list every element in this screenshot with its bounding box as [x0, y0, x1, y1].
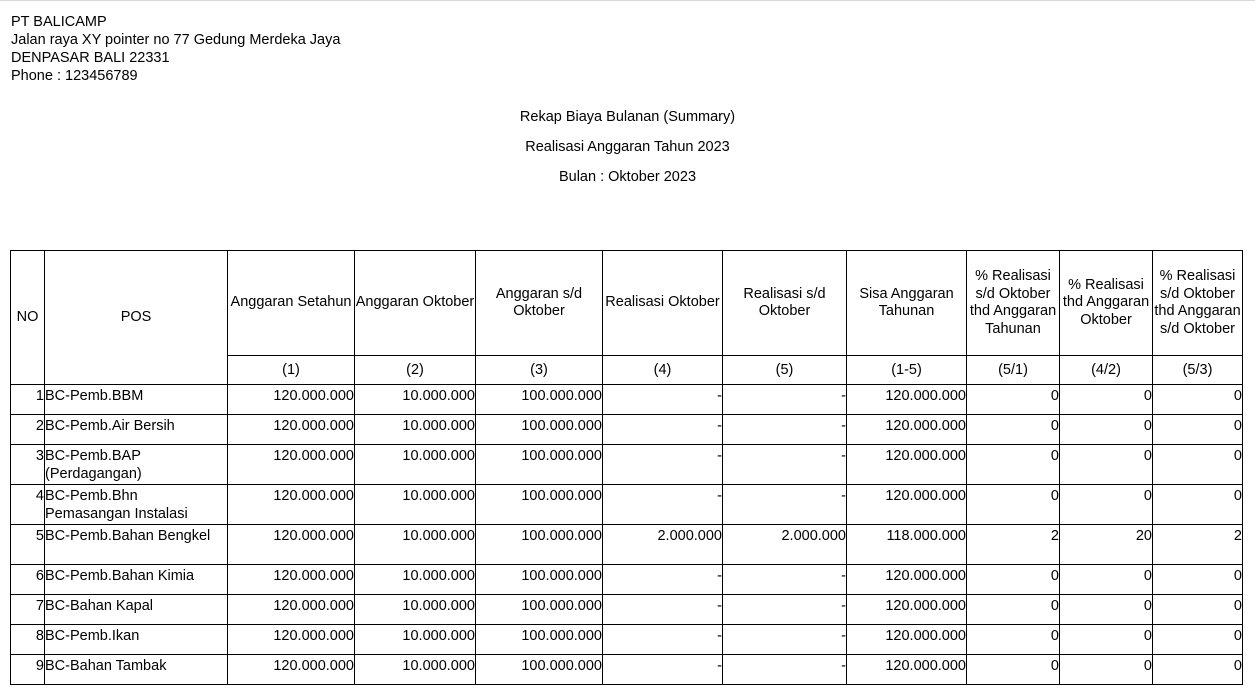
- row-value: -: [723, 655, 847, 685]
- table-row: [11, 655, 1243, 685]
- row-pos: BC-Pemb.Bahan Bengkel: [45, 525, 228, 565]
- header-code: (5): [723, 356, 847, 385]
- row-value: 120.000.000: [847, 595, 967, 625]
- row-value: 120.000.000: [847, 415, 967, 445]
- row-value: 120.000.000: [847, 625, 967, 655]
- row-value: 100.000.000: [476, 415, 603, 445]
- header-col: Anggaran Oktober: [355, 251, 476, 356]
- row-value: 118.000.000: [847, 525, 967, 565]
- row-value: 0: [967, 485, 1060, 525]
- row-value: 100.000.000: [476, 625, 603, 655]
- row-value: 0: [1153, 485, 1243, 525]
- row-value: 120.000.000: [228, 415, 355, 445]
- company-header: [11, 13, 340, 85]
- row-value: -: [723, 445, 847, 485]
- header-code: (1-5): [847, 356, 967, 385]
- row-value: 0: [967, 595, 1060, 625]
- row-value: 2.000.000: [603, 525, 723, 565]
- header-code: (5/3): [1153, 356, 1243, 385]
- row-value: 100.000.000: [476, 655, 603, 685]
- row-value: 120.000.000: [847, 655, 967, 685]
- header-col: Anggaran Setahun: [228, 251, 355, 356]
- row-value: 10.000.000: [355, 595, 476, 625]
- header-col: % Realisasi s/d Oktober thd Anggaran s/d Oktober: [1153, 251, 1243, 356]
- row-value: -: [603, 565, 723, 595]
- row-value: -: [603, 655, 723, 685]
- row-value: 120.000.000: [228, 445, 355, 485]
- row-value: 0: [967, 415, 1060, 445]
- row-value: 0: [1153, 415, 1243, 445]
- row-value: 100.000.000: [476, 565, 603, 595]
- row-value: 0: [1060, 385, 1153, 415]
- table-row: [11, 565, 1243, 595]
- row-pos: BC-Bahan Kapal: [45, 595, 228, 625]
- row-value: 120.000.000: [228, 485, 355, 525]
- table-row: [11, 595, 1243, 625]
- row-value: 120.000.000: [847, 565, 967, 595]
- row-no: 9: [11, 655, 45, 685]
- row-pos: BC-Bahan Tambak: [45, 655, 228, 685]
- row-pos: BC-Pemb.Bhn Pemasangan Instalasi: [45, 485, 228, 525]
- row-pos: BC-Pemb.Ikan: [45, 625, 228, 655]
- header-code: (5/1): [967, 356, 1060, 385]
- row-value: 0: [1153, 385, 1243, 415]
- company-address-line1: Jalan raya XY pointer no 77 Gedung Merdeka Jaya: [11, 32, 341, 48]
- report-subtitle: Realisasi Anggaran Tahun 2023: [525, 139, 730, 155]
- row-value: 0: [1153, 445, 1243, 485]
- row-value: 120.000.000: [228, 625, 355, 655]
- row-value: -: [603, 445, 723, 485]
- row-value: -: [723, 625, 847, 655]
- table-row: [11, 415, 1243, 445]
- row-no: 5: [11, 525, 45, 565]
- row-value: -: [603, 625, 723, 655]
- header-code: (4): [603, 356, 723, 385]
- table-row: [11, 445, 1243, 485]
- row-value: 100.000.000: [476, 385, 603, 415]
- row-value: -: [603, 415, 723, 445]
- row-value: -: [603, 385, 723, 415]
- row-value: -: [723, 385, 847, 415]
- header-code: (1): [228, 356, 355, 385]
- row-value: 10.000.000: [355, 525, 476, 565]
- row-value: 120.000.000: [228, 565, 355, 595]
- row-value: 0: [967, 625, 1060, 655]
- row-value: 0: [967, 445, 1060, 485]
- header-no: NO: [11, 251, 45, 385]
- row-no: 2: [11, 415, 45, 445]
- row-value: 100.000.000: [476, 525, 603, 565]
- header-col: Realisasi Oktober: [603, 251, 723, 356]
- company-name: PT BALICAMP: [11, 14, 107, 30]
- row-value: 20: [1060, 525, 1153, 565]
- header-code: (3): [476, 356, 603, 385]
- row-value: 0: [967, 655, 1060, 685]
- row-no: 6: [11, 565, 45, 595]
- row-value: -: [723, 595, 847, 625]
- header-pos: POS: [45, 251, 228, 385]
- row-value: 0: [1060, 445, 1153, 485]
- row-value: 0: [1060, 625, 1153, 655]
- row-value: 10.000.000: [355, 625, 476, 655]
- row-value: 10.000.000: [355, 415, 476, 445]
- header-col: % Realisasi s/d Oktober thd Anggaran Tahunan: [967, 251, 1060, 356]
- row-value: -: [603, 485, 723, 525]
- page-edge: [0, 0, 1255, 1]
- report-period: Bulan : Oktober 2023: [558, 169, 697, 185]
- row-value: -: [603, 595, 723, 625]
- table-row: [11, 525, 1243, 565]
- row-value: 0: [967, 385, 1060, 415]
- table-row: [11, 485, 1243, 525]
- row-value: -: [723, 485, 847, 525]
- header-col: Anggaran s/d Oktober: [476, 251, 603, 356]
- table-row: [11, 385, 1243, 415]
- row-value: 0: [1153, 655, 1243, 685]
- header-row: [11, 251, 1243, 356]
- row-value: 100.000.000: [476, 485, 603, 525]
- row-value: 10.000.000: [355, 385, 476, 415]
- budget-table: [10, 250, 1243, 685]
- header-col: % Realisasi thd Anggaran Oktober: [1060, 251, 1153, 356]
- row-no: 8: [11, 625, 45, 655]
- row-value: -: [723, 565, 847, 595]
- row-value: 0: [1153, 595, 1243, 625]
- row-value: 120.000.000: [228, 525, 355, 565]
- row-pos: BC-Pemb.BBM: [45, 385, 228, 415]
- row-value: 120.000.000: [847, 485, 967, 525]
- row-value: 2.000.000: [723, 525, 847, 565]
- row-value: 0: [1060, 655, 1153, 685]
- row-no: 7: [11, 595, 45, 625]
- row-value: 2: [1153, 525, 1243, 565]
- row-value: 120.000.000: [847, 445, 967, 485]
- row-value: 100.000.000: [476, 445, 603, 485]
- header-code: (4/2): [1060, 356, 1153, 385]
- row-value: 10.000.000: [355, 445, 476, 485]
- row-value: 10.000.000: [355, 655, 476, 685]
- row-pos: BC-Pemb.Air Bersih: [45, 415, 228, 445]
- row-value: 10.000.000: [355, 565, 476, 595]
- company-address-line2: DENPASAR BALI 22331: [11, 50, 170, 66]
- row-value: 0: [1060, 415, 1153, 445]
- header-code: (2): [355, 356, 476, 385]
- row-value: 120.000.000: [228, 385, 355, 415]
- report-title: Rekap Biaya Bulanan (Summary): [519, 109, 736, 125]
- row-value: 10.000.000: [355, 485, 476, 525]
- row-value: 2: [967, 525, 1060, 565]
- row-value: 0: [1060, 485, 1153, 525]
- row-value: 120.000.000: [228, 595, 355, 625]
- row-no: 3: [11, 445, 45, 485]
- row-no: 1: [11, 385, 45, 415]
- row-value: 0: [1153, 625, 1243, 655]
- row-value: 120.000.000: [847, 385, 967, 415]
- row-value: 120.000.000: [228, 655, 355, 685]
- header-col: Realisasi s/d Oktober: [723, 251, 847, 356]
- header-col: Sisa Anggaran Tahunan: [847, 251, 967, 356]
- row-value: -: [723, 415, 847, 445]
- row-value: 0: [1060, 565, 1153, 595]
- row-value: 100.000.000: [476, 595, 603, 625]
- row-value: 0: [967, 565, 1060, 595]
- row-pos: BC-Pemb.BAP (Perdagangan): [45, 445, 228, 485]
- row-value: 0: [1060, 595, 1153, 625]
- row-pos: BC-Pemb.Bahan Kimia: [45, 565, 228, 595]
- company-phone: Phone : 123456789: [11, 68, 138, 84]
- table-row: [11, 625, 1243, 655]
- row-no: 4: [11, 485, 45, 525]
- row-value: 0: [1153, 565, 1243, 595]
